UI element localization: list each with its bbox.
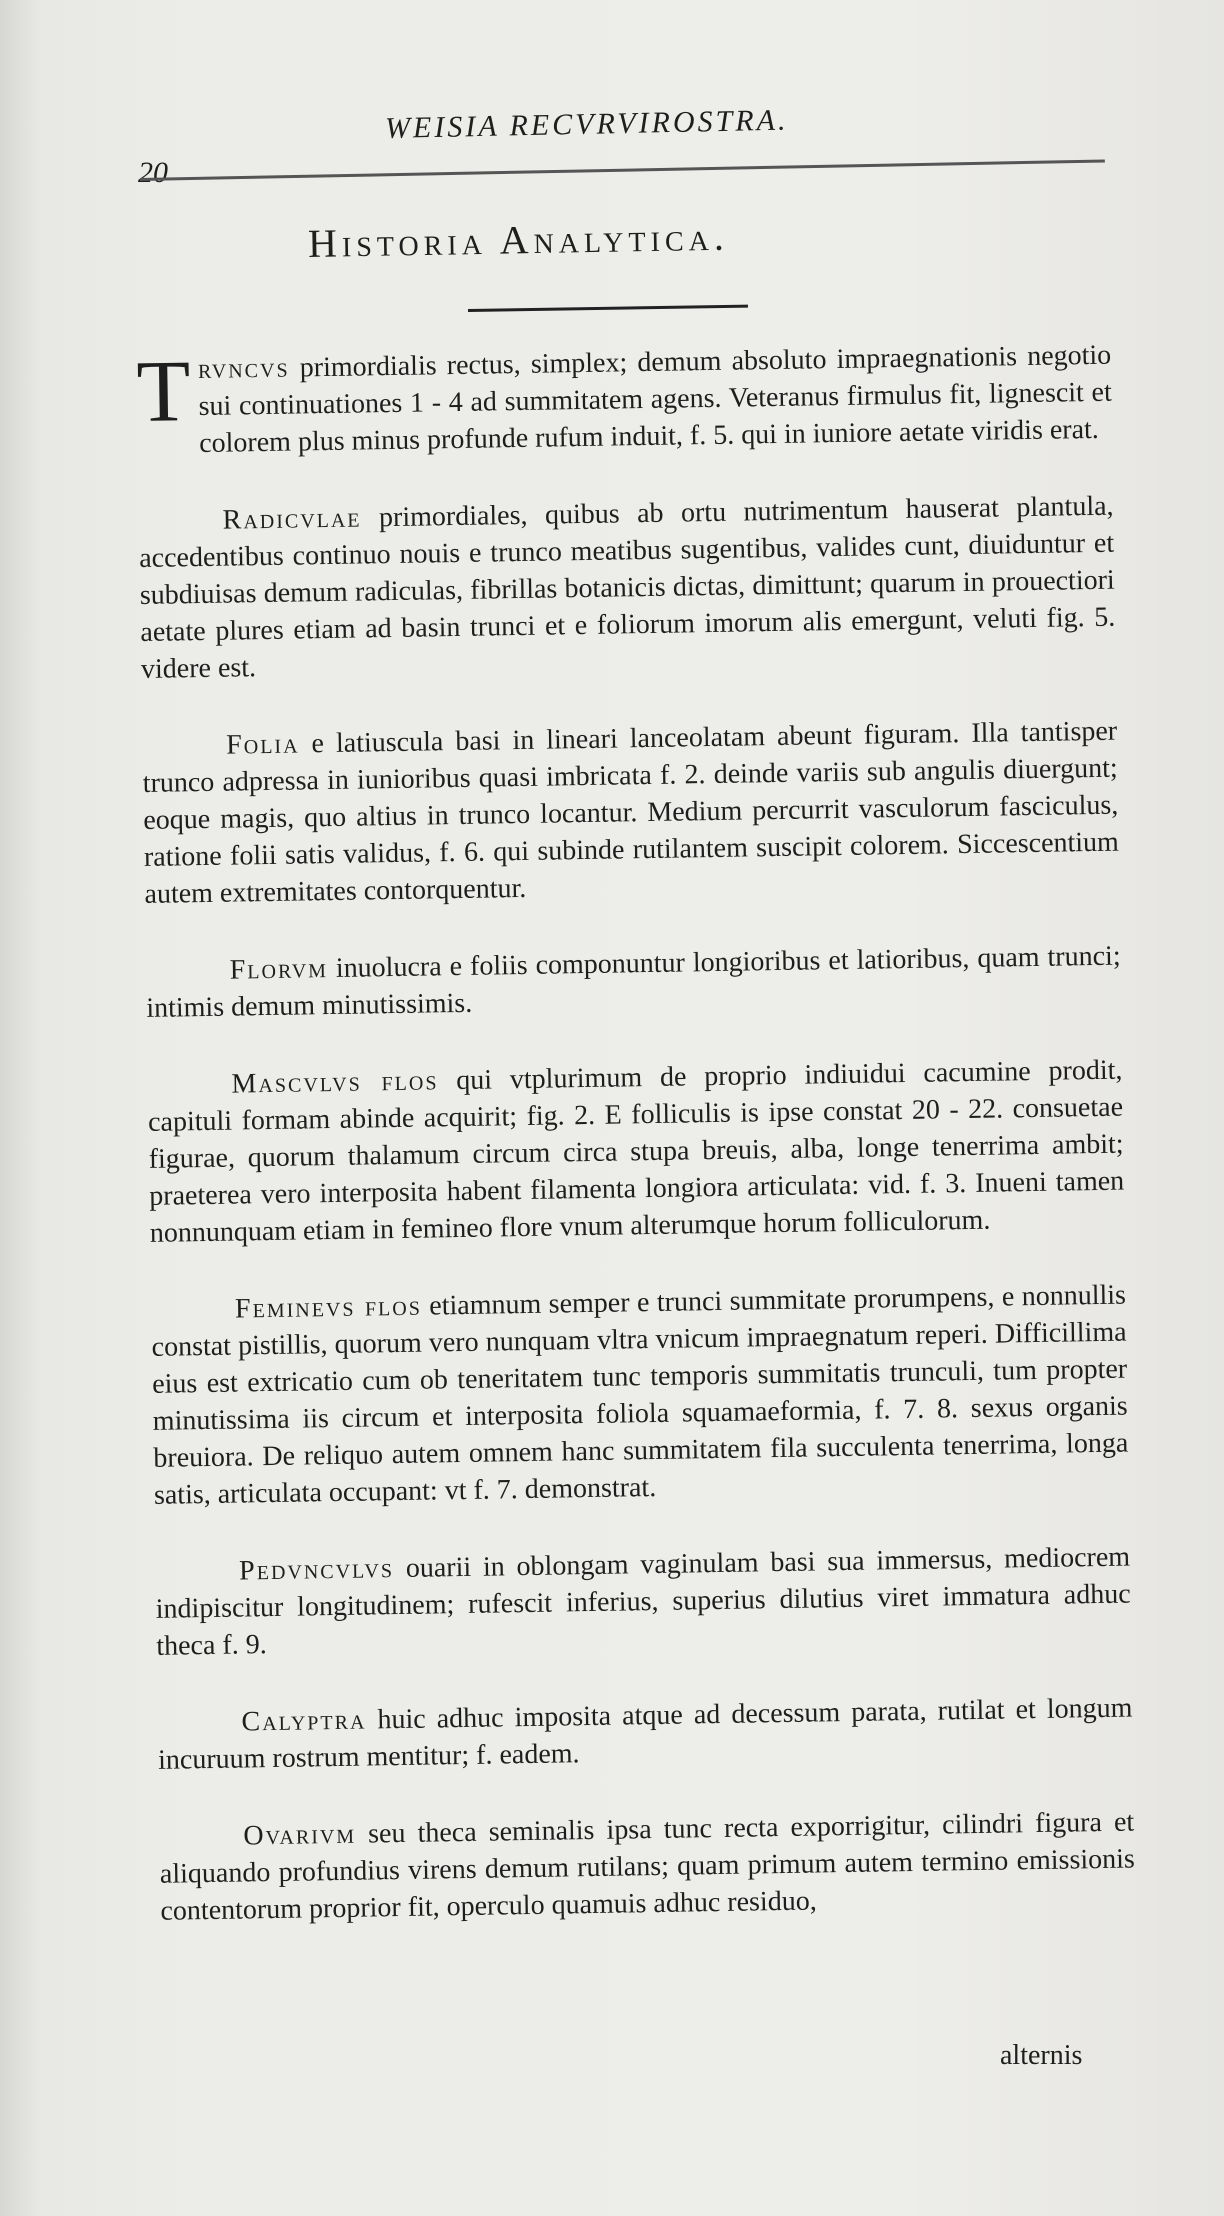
paragraph-lead: Folia xyxy=(225,728,300,761)
running-head: WEISIA RECVRVIROSTRA. xyxy=(384,103,789,145)
paragraph-radiculae xyxy=(138,488,1116,688)
paragraph-lead: Mascvlvs flos xyxy=(231,1065,439,1100)
paragraph-text: inuolucra e foliis componuntur longioribus et latioribus, quam trunci; intimis demum minutissimis. xyxy=(146,940,1121,1024)
title-rule xyxy=(468,305,748,312)
paragraph-text: primordiales, quibus ab ortu nutrimentum hauserat plantula, accedentibus continuo nouis e trunco meatibus sugentibus, valides cunt, diuiduntur et subdiuisas demum radiculas, fibrillas botanicis dictas, dimittunt; quarum in prouectiori aetate plures etiam ad basin trunci et e foliorum imorum alis emergunt, veluti fig. 5. videre est. xyxy=(139,490,1116,685)
paragraph-truncus xyxy=(136,337,1113,463)
paragraph-text: ouarii in oblongam vaginulam basi sua immersus, mediocrem indipiscitur longitudinem; rufescit inferius, superius dilutius viret immatura adhuc theca f. 9. xyxy=(155,1541,1131,1662)
paragraph-text: seu theca seminalis ipsa tunc recta exporrigitur, cilindri figura et aliquando profundius virens demum rutilans; quam primum autem termino emissionis contentorum proprior fit, operculo quamuis adhuc residuo, xyxy=(159,1806,1136,1927)
paragraph-text: e latiuscula basi in lineari lanceolatam abeunt figuram. Illa tantisper trunco adpressa in iunioribus quasi imbricata f. 2. deinde variis sub angulis diuergunt; eoque magis, quo altius in trunco locantur. Medium percurrit vasculorum fasciculus, ratione folii satis validus, f. 6. qui subinde rutilantem suscipit colorem. Siccescentium autem extremitates contorquentur. xyxy=(142,715,1120,910)
paragraph-florum xyxy=(145,938,1121,1027)
paragraph-masculus-flos xyxy=(147,1052,1125,1252)
paragraph-text: huic adhuc imposita atque ad decessum parata, rutilat et longum incuruum rostrum mentitur; f. eadem. xyxy=(157,1692,1133,1776)
drop-cap: T xyxy=(135,343,192,441)
paragraph-lead: rvncvs xyxy=(197,352,290,386)
paragraph-lead: Calyptra xyxy=(241,1704,367,1738)
paragraph-lead: Radicvlae xyxy=(222,502,362,536)
paragraph-text: qui vtplurimum de proprio indiuidui cacumine prodit, capituli formam abinde acquirit; fig. 2. E folliculis is ipse constat 20 - 22. consuetae figurae, quorum thalamum circum circa stupa breuis, alba, longe tenerrima ambit; praeterea vero interposita habent filamenta longiora articulata: vid. f. 3. Inueni tamen nonnunquam etiam in femineo flore vnum alterumque horum folliculorum. xyxy=(147,1054,1125,1249)
body-text xyxy=(136,337,1136,1930)
paragraph-folia xyxy=(142,713,1120,913)
paragraph-calyptra xyxy=(157,1690,1133,1779)
paragraph-lead: Feminevs flos xyxy=(234,1290,423,1325)
paragraph-pedunculus xyxy=(155,1539,1132,1665)
paragraph-text: primordialis rectus, simplex; demum absoluto impraegnationis negotio sui continuationes 1 - 4 ad summitatem agens. Veteranus firmulus fit, lignescit et colorem plus minus profunde rufum induit, f. 5. qui in iuniore aetate viridis erat. xyxy=(198,339,1112,460)
catchword: alternis xyxy=(1000,2040,1083,2071)
paragraph-ovarium xyxy=(159,1804,1136,1930)
header-rule xyxy=(140,159,1105,181)
paragraph-femineus-flos xyxy=(151,1277,1129,1514)
paragraph-text: etiamnum semper e trunci summitate prorumpens, e nonnullis constat pistillis, quorum vero nunquam vltra vnicum impraegnatum reperi. Difficillima eius est extricatio cum ob teneritatem tunc temporis summitatis trunculi, tum propter minutissima iis circum et interposita foliola squamaeformia, f. 7. 8. sexus organis breuiora. De reliquo autem omnem hanc summitatem fila succulenta tenerrima, longa satis, articulata occupant: vt f. 7. demonstrat. xyxy=(151,1279,1129,1511)
section-title: Historia Analytica. xyxy=(307,213,730,266)
paragraph-lead: Florvm xyxy=(229,953,329,986)
paragraph-lead: Pedvncvlvs xyxy=(238,1553,395,1587)
paragraph-lead: Ovarivm xyxy=(243,1818,357,1852)
page-number: 20 xyxy=(138,156,168,189)
